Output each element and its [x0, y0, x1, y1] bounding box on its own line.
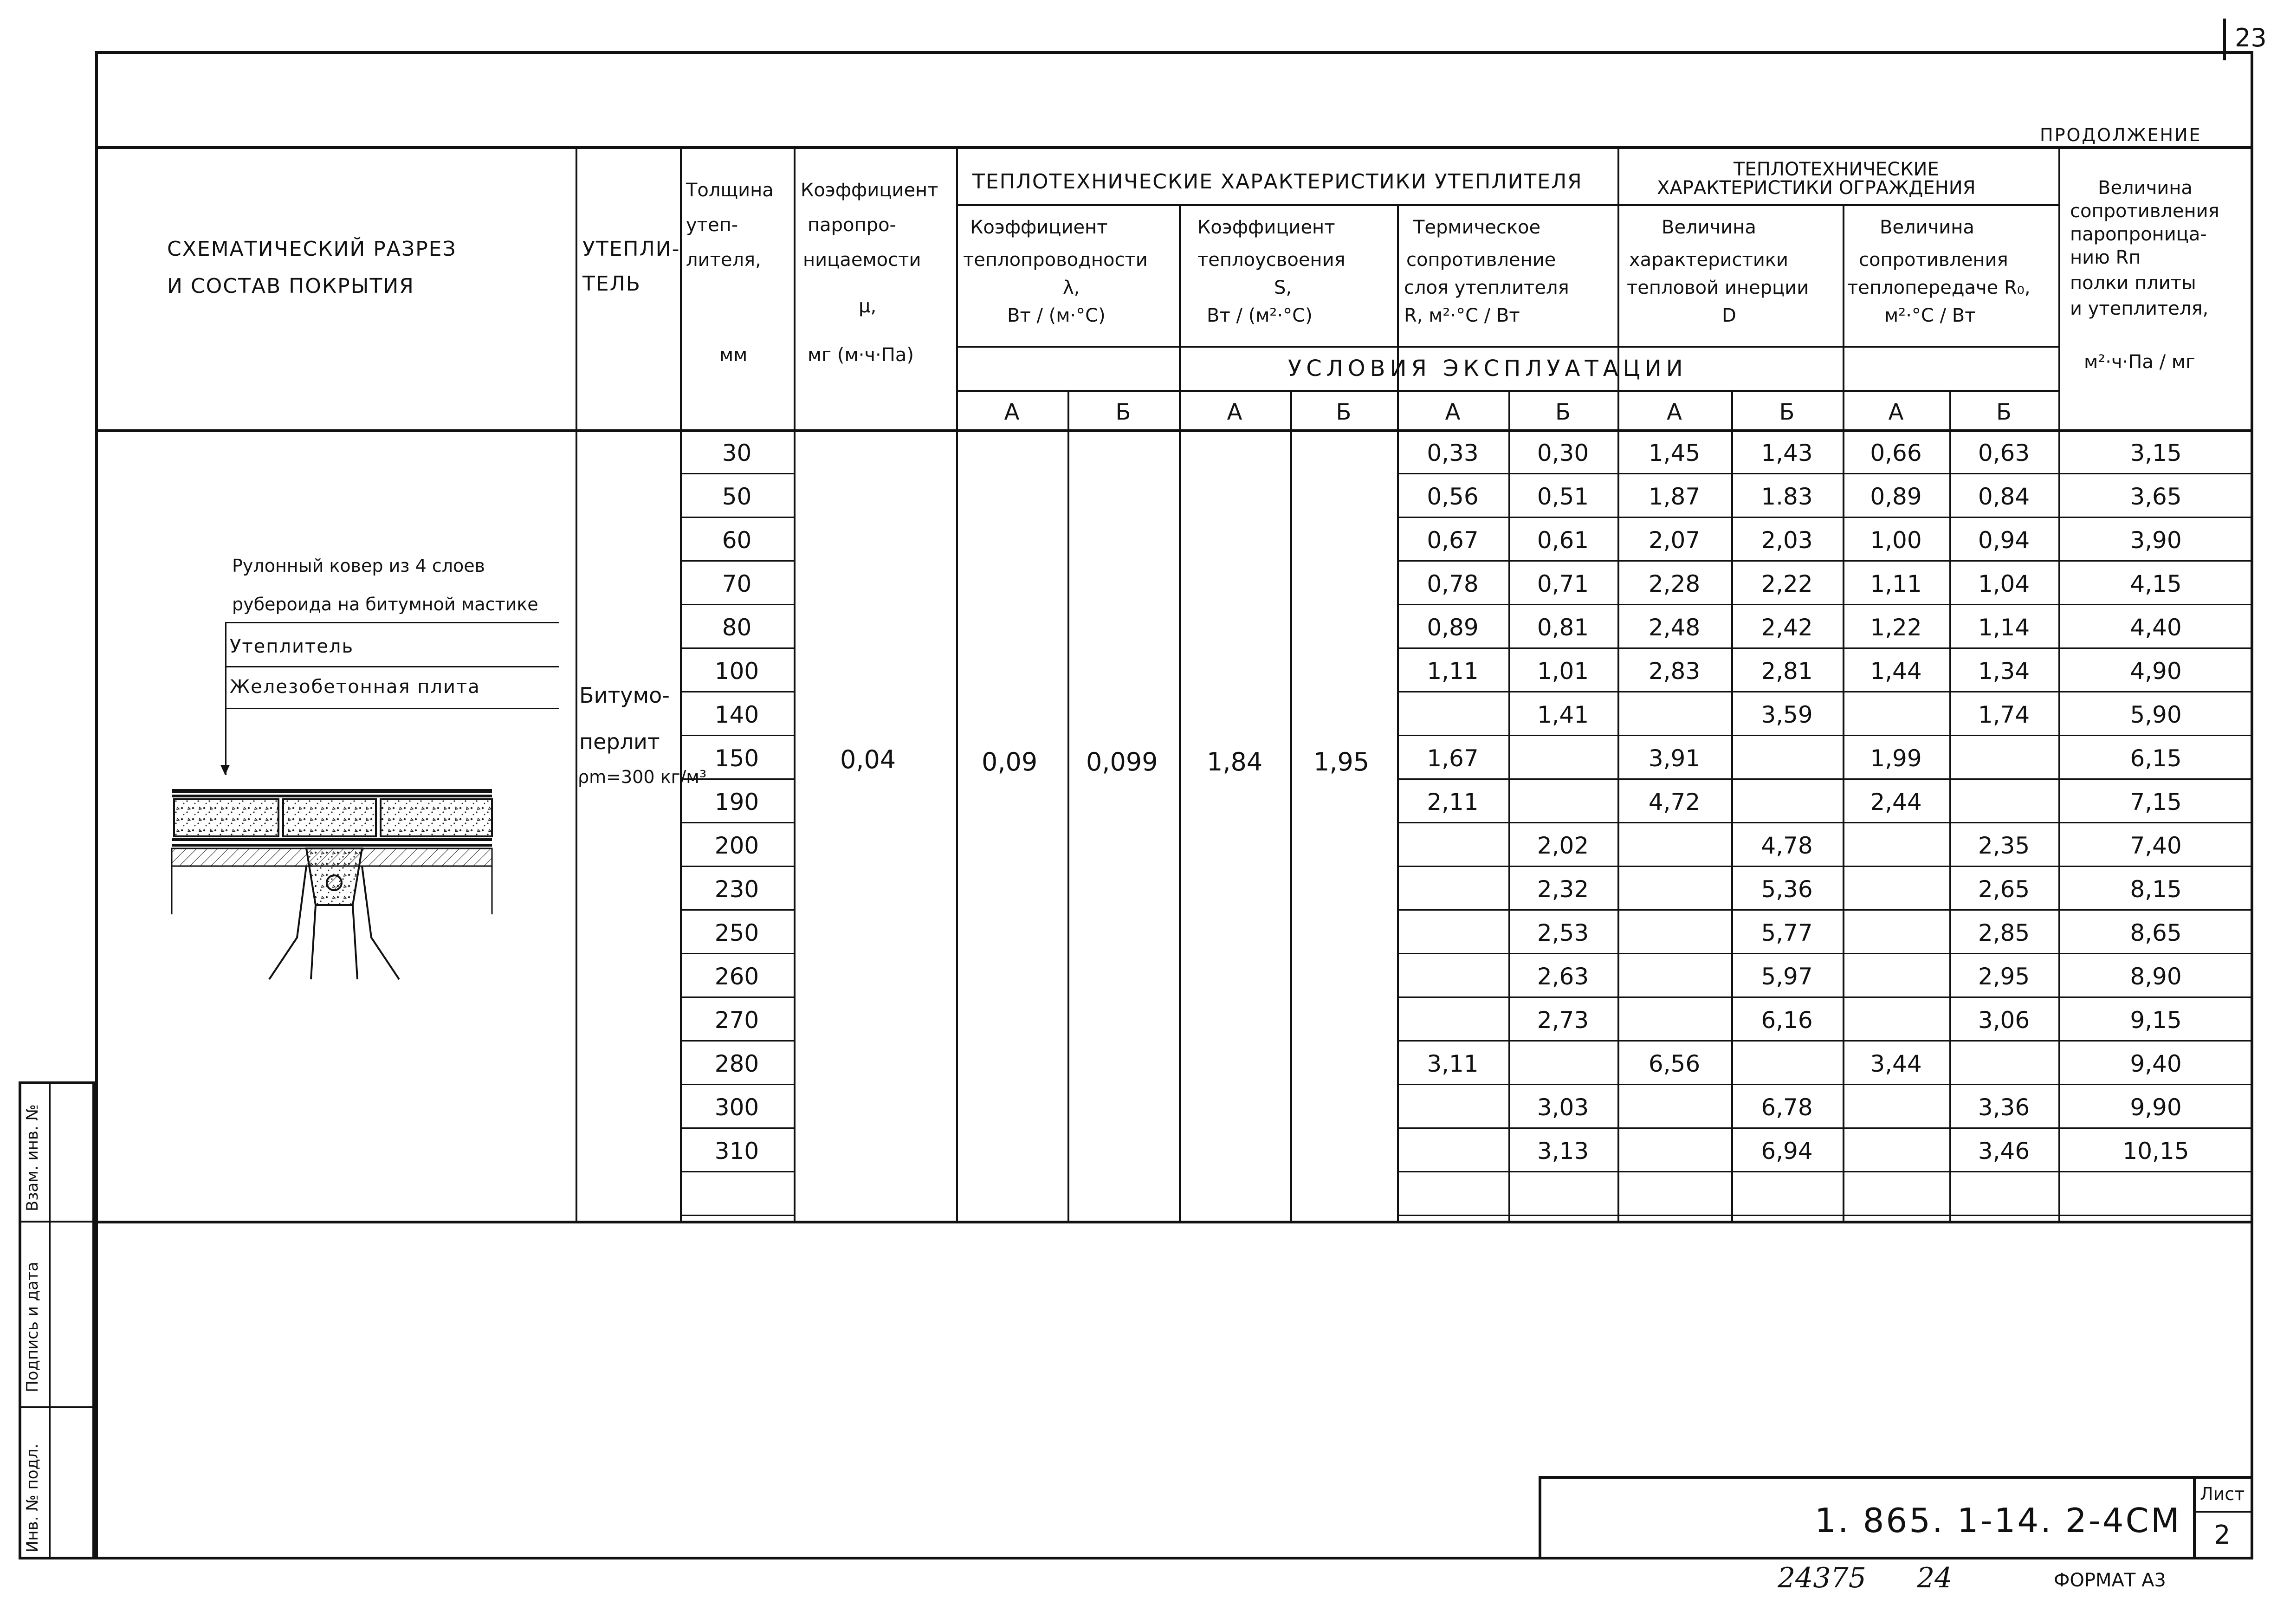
header-r-1: Термическое — [1413, 217, 1541, 238]
r-a-cell: 0,89 — [1427, 614, 1479, 641]
thickness-cell: 200 — [714, 832, 759, 859]
rp-cell: 10,15 — [2122, 1138, 2189, 1165]
header-rp-6: и утеплителя, — [2070, 298, 2209, 319]
rp-cell: 3,90 — [2130, 527, 2182, 554]
scheme-carpet-1: Рулонный ковер из 4 слоев — [232, 556, 485, 576]
scheme-slab: Железобетонная плита — [230, 676, 480, 698]
header-inertia-4: D — [1722, 305, 1736, 326]
row-divider — [1397, 473, 2253, 474]
d-b-cell: 2,42 — [1761, 614, 1813, 641]
row-divider — [1397, 1127, 2253, 1129]
thickness-cell: 140 — [714, 701, 759, 728]
footer-format: ФОРМАТ А3 — [2054, 1570, 2166, 1591]
d-b-cell: 5,77 — [1761, 919, 1813, 946]
row-divider — [680, 1171, 794, 1172]
title-block-sheet-line — [2193, 1511, 2253, 1513]
d-b-cell: 6,16 — [1761, 1007, 1813, 1034]
row-divider — [1397, 996, 2253, 998]
condition-a-label: А — [1004, 399, 1020, 425]
row-divider — [1397, 735, 2253, 736]
row-divider — [680, 1084, 794, 1085]
scheme-leader-line — [225, 708, 559, 709]
thickness-cell: 60 — [722, 527, 752, 554]
r-a-cell: 3,11 — [1427, 1050, 1479, 1077]
r-b-cell: 2,73 — [1537, 1007, 1589, 1034]
mu-value: 0,04 — [840, 745, 896, 774]
rp-cell: 9,40 — [2130, 1050, 2182, 1077]
r-a-cell: 0,78 — [1427, 570, 1479, 597]
side-stamp-inv: Инв. № подл. — [23, 1443, 42, 1553]
side-stamp-replace: Взам. инв. № — [23, 1104, 42, 1211]
header-s-4: Вт / (м²·°С) — [1207, 305, 1313, 326]
r-b-cell: 3,03 — [1537, 1094, 1589, 1121]
r-b-cell: 0,71 — [1537, 570, 1589, 597]
header-r-3: слоя утеплителя — [1404, 277, 1569, 298]
material-name-1: Битумо- — [579, 683, 670, 708]
rp-cell: 4,40 — [2130, 614, 2182, 641]
r-b-cell: 2,53 — [1537, 919, 1589, 946]
header-lambda-3: λ, — [1063, 277, 1080, 298]
document-code: 1. 865. 1-14. 2-4СМ — [1815, 1501, 2181, 1540]
header-lambda-2: теплопроводности — [963, 249, 1148, 271]
r0-a-cell: 3,44 — [1870, 1050, 1922, 1077]
lambda-b-value: 0,099 — [1086, 747, 1158, 776]
header-r0-2: сопротивления — [1859, 249, 2008, 271]
row-divider — [1397, 647, 2253, 649]
row-divider — [680, 822, 794, 823]
header-enclosure-1: ТЕПЛОТЕХНИЧЕСКИЕ — [1734, 159, 1939, 180]
thickness-cell: 250 — [714, 919, 759, 946]
r0-b-cell: 2,95 — [1978, 963, 2030, 990]
d-b-cell: 6,94 — [1761, 1138, 1813, 1165]
header-insulation-1: УТЕПЛИ- — [582, 237, 680, 261]
title-block-sheet-divider — [2193, 1476, 2196, 1559]
scheme-leader-line — [225, 666, 559, 667]
header-inertia-2: характеристики — [1629, 249, 1788, 271]
header-r-2: сопротивление — [1406, 249, 1556, 271]
r-b-cell: 1,41 — [1537, 701, 1589, 728]
conditions-line-bottom — [956, 390, 2058, 392]
row-divider — [680, 735, 794, 736]
condition-b-label: Б — [1336, 399, 1352, 425]
row-divider — [680, 1215, 794, 1216]
d-a-cell: 2,48 — [1648, 614, 1701, 641]
thickness-cell: 30 — [722, 440, 752, 466]
row-divider — [1397, 909, 2253, 911]
r0-b-cell: 2,85 — [1978, 919, 2030, 946]
header-s-3: S, — [1274, 277, 1292, 298]
header-rp-2: сопротивления — [2070, 201, 2219, 222]
page-number-divider — [2223, 19, 2226, 60]
row-divider — [680, 473, 794, 474]
header-insulation-2: ТЕЛЬ — [582, 272, 641, 296]
row-divider — [1397, 1171, 2253, 1172]
r0-b-cell: 0,84 — [1978, 483, 2030, 510]
d-b-cell: 5,97 — [1761, 963, 1813, 990]
r-b-cell: 1,01 — [1537, 658, 1589, 685]
sheet-number: 2 — [2214, 1520, 2231, 1550]
rp-cell: 5,90 — [2130, 701, 2182, 728]
header-inertia-3: тепловой инерции — [1627, 277, 1809, 298]
rp-cell: 3,15 — [2130, 440, 2182, 466]
header-thickness-4: мм — [719, 344, 748, 366]
header-thickness-1: Толщина — [686, 180, 774, 201]
scheme-insulation: Утеплитель — [230, 636, 354, 657]
conditions-line-top — [956, 346, 2058, 348]
rp-cell: 4,90 — [2130, 658, 2182, 685]
s-a-value: 1,84 — [1207, 747, 1263, 776]
r-a-cell: 1,67 — [1427, 745, 1479, 772]
r-b-cell: 0,61 — [1537, 527, 1589, 554]
row-divider — [1397, 953, 2253, 954]
header-thickness-3: лителя, — [686, 249, 761, 271]
material-density: ρm=300 кг/м³ — [578, 767, 707, 787]
d-a-cell: 2,83 — [1648, 658, 1701, 685]
header-rp-1: Величина — [2098, 177, 2193, 199]
rp-cell: 8,65 — [2130, 919, 2182, 946]
r0-a-cell: 1,11 — [1870, 570, 1922, 597]
sheet-label: Лист — [2200, 1484, 2245, 1504]
scheme-leader-line — [225, 622, 559, 623]
r0-a-cell: 1,44 — [1870, 658, 1922, 685]
d-a-cell: 2,28 — [1648, 570, 1701, 597]
r0-b-cell: 3,46 — [1978, 1138, 2030, 1165]
r0-a-cell: 2,44 — [1870, 789, 1922, 815]
r0-b-cell: 2,65 — [1978, 876, 2030, 903]
d-b-cell: 2,03 — [1761, 527, 1813, 554]
r0-b-cell: 0,94 — [1978, 527, 2030, 554]
col-line — [794, 146, 796, 1222]
r0-a-cell: 0,89 — [1870, 483, 1922, 510]
r-b-cell: 2,02 — [1537, 832, 1589, 859]
row-divider — [1397, 866, 2253, 867]
thickness-cell: 100 — [714, 658, 759, 685]
scheme-leader-vertical — [225, 622, 226, 775]
side-stamp-row — [19, 1406, 95, 1408]
title-block-top — [1539, 1476, 2253, 1479]
r-b-cell: 0,30 — [1537, 440, 1589, 466]
rp-cell: 9,15 — [2130, 1007, 2182, 1034]
header-scheme-2: И СОСТАВ ПОКРЫТИЯ — [167, 274, 414, 298]
condition-b-label: Б — [1779, 399, 1795, 425]
row-divider — [680, 604, 794, 605]
row-divider — [1397, 604, 2253, 605]
row-divider — [1397, 691, 2253, 692]
row-divider — [1397, 1040, 2253, 1042]
thickness-cell: 50 — [722, 483, 752, 510]
header-rp-7: м²·ч·Па / мг — [2084, 351, 2195, 373]
header-inertia-1: Величина — [1662, 217, 1756, 238]
col-line — [956, 146, 958, 1222]
rp-cell: 7,40 — [2130, 832, 2182, 859]
condition-a-label: А — [1667, 399, 1682, 425]
side-stamp-divider — [49, 1081, 51, 1559]
col-line — [576, 146, 577, 1222]
r-b-cell: 2,63 — [1537, 963, 1589, 990]
header-scheme-1: СХЕМАТИЧЕСКИЙ РАЗРЕЗ — [167, 237, 457, 261]
header-s-2: теплоусвоения — [1197, 249, 1346, 271]
row-divider — [1397, 1084, 2253, 1085]
thickness-cell: 150 — [714, 745, 759, 772]
thickness-cell: 230 — [714, 876, 759, 903]
r0-a-cell: 1,99 — [1870, 745, 1922, 772]
d-a-cell: 1,87 — [1648, 483, 1701, 510]
row-divider — [680, 866, 794, 867]
r0-b-cell: 3,36 — [1978, 1094, 2030, 1121]
thickness-cell: 270 — [714, 1007, 759, 1034]
r0-a-cell: 1,22 — [1870, 614, 1922, 641]
header-conditions: УСЛОВИЯ ЭКСПЛУАТАЦИИ — [1288, 356, 1688, 382]
thickness-cell: 80 — [722, 614, 752, 641]
rp-cell: 4,15 — [2130, 570, 2182, 597]
d-b-cell: 1,43 — [1761, 440, 1813, 466]
d-a-cell: 4,72 — [1648, 789, 1701, 815]
d-a-cell: 2,07 — [1648, 527, 1701, 554]
scheme-carpet-2: рубероида на битумной мастике — [232, 594, 538, 615]
header-r0-4: м²·°С / Вт — [1884, 305, 1976, 326]
row-divider — [680, 1040, 794, 1042]
side-stamp-row — [19, 1221, 95, 1223]
rp-cell: 9,90 — [2130, 1094, 2182, 1121]
title-block-left — [1539, 1476, 1541, 1559]
r0-a-cell: 1,00 — [1870, 527, 1922, 554]
roof-section-drawing — [158, 761, 511, 1003]
row-divider — [1397, 560, 2253, 562]
r0-b-cell: 0,63 — [1978, 440, 2030, 466]
material-name-2: перлит — [579, 729, 660, 754]
header-thickness-2: утеп- — [686, 214, 738, 236]
rp-cell: 7,15 — [2130, 789, 2182, 815]
row-divider — [680, 691, 794, 692]
header-thermal-group: ТЕПЛОТЕХНИЧЕСКИЕ ХАРАКТЕРИСТИКИ УТЕПЛИТЕЛЯ — [972, 170, 1583, 194]
header-rp-5: полки плиты — [2070, 272, 2196, 294]
d-b-cell: 2,81 — [1761, 658, 1813, 685]
r-b-cell: 3,13 — [1537, 1138, 1589, 1165]
d-b-cell: 4,78 — [1761, 832, 1813, 859]
condition-b-label: Б — [1555, 399, 1571, 425]
condition-a-label: А — [1888, 399, 1904, 425]
col-line — [1179, 204, 1181, 1222]
header-s-1: Коэффициент — [1197, 217, 1335, 238]
row-divider — [680, 953, 794, 954]
header-rp-3: паропроница- — [2070, 224, 2207, 245]
r-a-cell: 2,11 — [1427, 789, 1479, 815]
r-b-cell: 0,81 — [1537, 614, 1589, 641]
footer-number-2: 24 — [1917, 1562, 1953, 1594]
d-a-cell: 6,56 — [1648, 1050, 1701, 1077]
thickness-cell: 190 — [714, 789, 759, 815]
header-r-4: R, м²·°С / Вт — [1404, 305, 1520, 326]
group-header-line — [956, 204, 2058, 206]
r-a-cell: 0,67 — [1427, 527, 1479, 554]
header-r0-3: теплопередаче R₀, — [1847, 277, 2031, 298]
header-lambda-1: Коэффициент — [970, 217, 1108, 238]
header-lambda-4: Вт / (м·°С) — [1007, 305, 1106, 326]
footer-number-1: 24375 — [1778, 1562, 1866, 1594]
d-b-cell: 3,59 — [1761, 701, 1813, 728]
r-a-cell: 0,56 — [1427, 483, 1479, 510]
r0-b-cell: 2,35 — [1978, 832, 2030, 859]
rp-cell: 8,90 — [2130, 963, 2182, 990]
header-mu-1: Коэффициент — [801, 180, 938, 201]
header-mu-4: μ, — [859, 296, 877, 317]
condition-a-label: А — [1445, 399, 1461, 425]
r-b-cell: 0,51 — [1537, 483, 1589, 510]
header-mu-5: мг (м·ч·Па) — [808, 344, 914, 366]
condition-a-label: А — [1227, 399, 1242, 425]
condition-b-label: Б — [1996, 399, 2012, 425]
r0-b-cell: 1,74 — [1978, 701, 2030, 728]
thickness-cell: 70 — [722, 570, 752, 597]
row-divider — [1397, 778, 2253, 780]
row-divider — [1397, 517, 2253, 518]
r-a-cell: 1,11 — [1427, 658, 1479, 685]
r0-b-cell: 1,04 — [1978, 570, 2030, 597]
d-a-cell: 3,91 — [1648, 745, 1701, 772]
rp-cell: 3,65 — [2130, 483, 2182, 510]
side-stamp-sign: Подпись и дата — [23, 1262, 42, 1392]
r0-b-cell: 1,34 — [1978, 658, 2030, 685]
col-line — [1067, 390, 1069, 1222]
lambda-a-value: 0,09 — [982, 747, 1038, 776]
d-b-cell: 2,22 — [1761, 570, 1813, 597]
header-mu-2: паропро- — [808, 214, 896, 236]
r-b-cell: 2,32 — [1537, 876, 1589, 903]
row-divider — [680, 517, 794, 518]
row-divider — [680, 1127, 794, 1129]
table-bottom-line — [95, 1221, 2253, 1223]
header-r0-1: Величина — [1880, 217, 1974, 238]
s-b-value: 1,95 — [1313, 747, 1370, 776]
thickness-cell: 280 — [714, 1050, 759, 1077]
condition-b-label: Б — [1115, 399, 1131, 425]
d-b-cell: 1.83 — [1761, 483, 1813, 510]
r0-a-cell: 0,66 — [1870, 440, 1922, 466]
d-a-cell: 1,45 — [1648, 440, 1701, 466]
rp-cell: 8,15 — [2130, 876, 2182, 903]
row-divider — [680, 996, 794, 998]
col-line — [1290, 390, 1292, 1222]
header-enclosure-2: ХАРАКТЕРИСТИКИ ОГРАЖДЕНИЯ — [1657, 177, 1976, 199]
row-divider — [680, 647, 794, 649]
row-divider — [1397, 1215, 2253, 1216]
r0-b-cell: 3,06 — [1978, 1007, 2030, 1034]
continuation-label: ПРОДОЛЖЕНИЕ — [2040, 125, 2202, 145]
rp-cell: 6,15 — [2130, 745, 2182, 772]
r-a-cell: 0,33 — [1427, 440, 1479, 466]
thickness-cell: 260 — [714, 963, 759, 990]
page-number: 23 — [2235, 23, 2267, 52]
row-divider — [1397, 822, 2253, 823]
row-divider — [680, 560, 794, 562]
d-b-cell: 6,78 — [1761, 1094, 1813, 1121]
r0-b-cell: 1,14 — [1978, 614, 2030, 641]
header-rp-4: нию Rп — [2070, 247, 2141, 268]
header-mu-3: ницаемости — [803, 249, 921, 271]
table-top-line — [95, 146, 2253, 149]
row-divider — [680, 909, 794, 911]
table-header-bottom — [95, 429, 2253, 432]
d-b-cell: 5,36 — [1761, 876, 1813, 903]
thickness-cell: 310 — [714, 1138, 759, 1165]
thickness-cell: 300 — [714, 1094, 759, 1121]
